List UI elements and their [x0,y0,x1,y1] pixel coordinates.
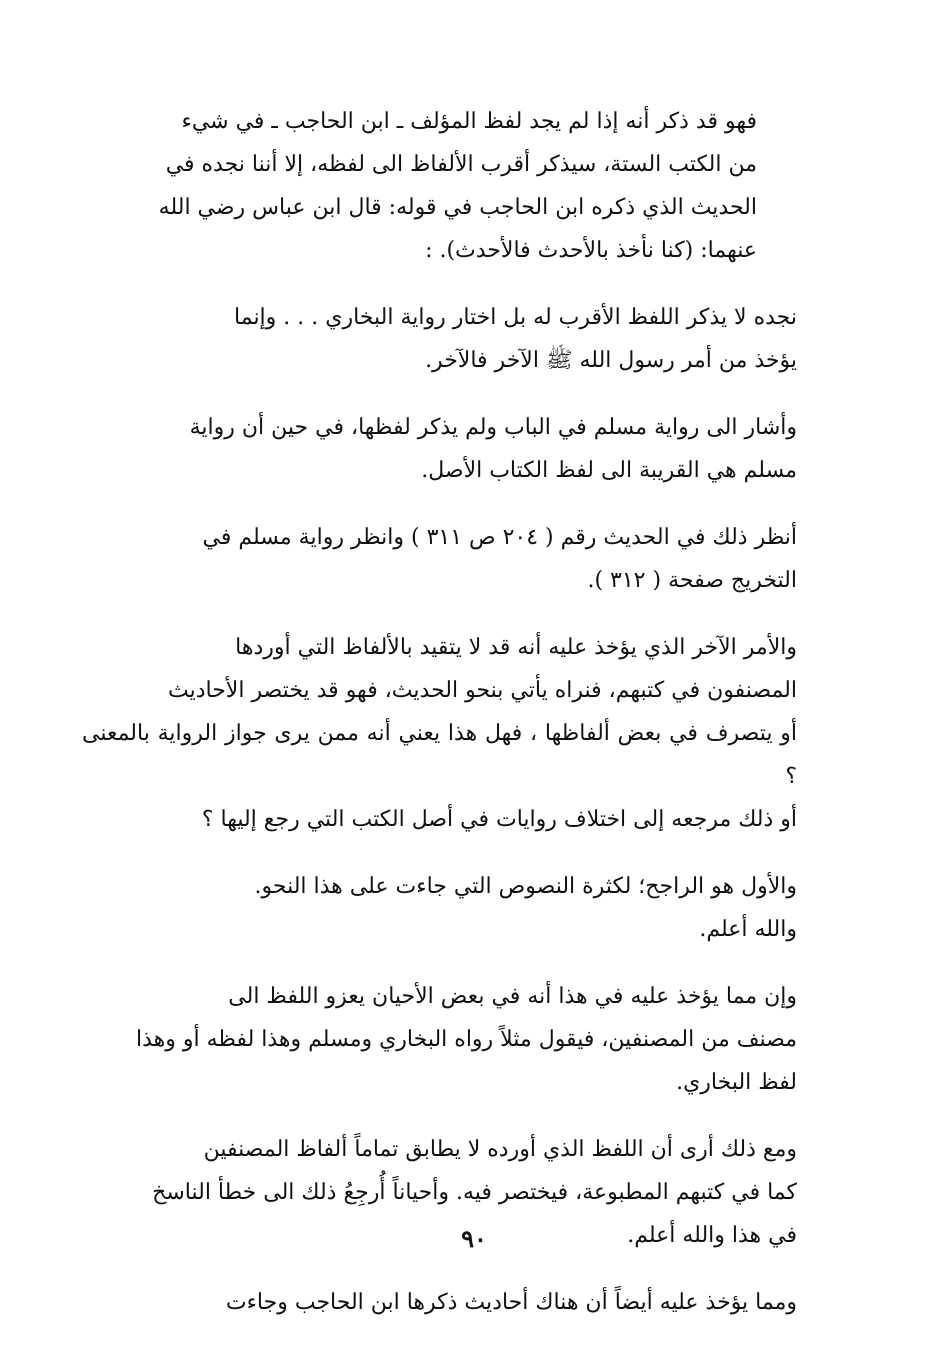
text-line: من الكتب الستة، سيذكر أقرب الألفاظ الى لفظه، إلا أننا نجده في [165,152,757,177]
text-line: وإن مما يؤخذ عليه في هذا أنه في بعض الأحيان يعزو اللفظ الى [228,984,797,1009]
text-line: كما في كتبهم المطبوعة، فيختصر فيه. وأحياناً أُرجِعُ ذلك الى خطأ الناسخ [152,1180,797,1205]
text-line: أو يتصرف في بعض ألفاظها ، فهل هذا يعني أنه ممن يرى جواز الرواية بالمعنى ؟ [82,721,797,789]
paragraph-2 [82,296,797,382]
text-line: والأول هو الراجح؛ لكثرة النصوص التي جاءت على هذا النحو. [254,874,797,899]
text-line: والله أعلم. [699,917,797,942]
paragraph-7 [82,975,797,1104]
paragraph-6 [82,865,797,951]
paragraph-3 [82,406,797,492]
text-line: لفظ البخاري. [676,1070,797,1095]
text-line: والأمر الآخر الذي يؤخذ عليه أنه قد لا يتقيد بالألفاظ التي أوردها [235,635,797,660]
text-line: وأشار الى رواية مسلم في الباب ولم يذكر لفظها، في حين أن رواية [189,415,797,440]
paragraph-5 [82,626,797,841]
text-line: في هذا والله أعلم. [627,1223,797,1248]
paragraph-9 [82,1281,797,1324]
text-line: الحديث الذي ذكره ابن الحاجب في قوله: قال ابن عباس رضي الله [158,195,757,220]
text-line: أنظر ذلك في الحديث رقم ( ٢٠٤ ص ٣١١ ) وانظر رواية مسلم في [202,525,797,550]
text-line: التخريج صفحة ( ٣١٢ ). [587,568,797,593]
page-body [82,100,797,1348]
text-line: نجده لا يذكر اللفظ الأقرب له بل اختار رواية البخاري . . . وإنما [234,305,797,330]
text-line: مسلم هي القريبة الى لفظ الكتاب الأصل. [421,458,797,483]
text-line: عنهما: (كنا نأخذ بالأحدث فالأحدث). : [425,238,757,263]
text-line: أو ذلك مرجعه إلى اختلاف روايات في أصل الكتب التي رجع إليها ؟ [201,807,797,832]
page-number: ٩٠ [461,1224,487,1253]
text-line: المصنفون في كتبهم، فنراه يأتي بنحو الحديث، فهو قد يختصر الأحاديث [167,678,797,703]
text-line: فهو قد ذكر أنه إذا لم يجد لفظ المؤلف ـ ابن الحاجب ـ في شيء [181,109,757,134]
text-line: ومع ذلك أرى أن اللفظ الذي أورده لا يطابق تماماً ألفاظ المصنفين [203,1137,797,1162]
text-line: مصنف من المصنفين، فيقول مثلاً رواه البخاري ومسلم وهذا لفظه أو وهذا [135,1027,797,1052]
paragraph-4 [82,516,797,602]
paragraph-1 [82,100,797,272]
text-line: ومما يؤخذ عليه أيضاً أن هناك أحاديث ذكرها ابن الحاجب وجاءت [225,1290,797,1315]
text-line: يؤخذ من أمر رسول الله ﷺ الآخر فالآخر. [425,348,797,373]
